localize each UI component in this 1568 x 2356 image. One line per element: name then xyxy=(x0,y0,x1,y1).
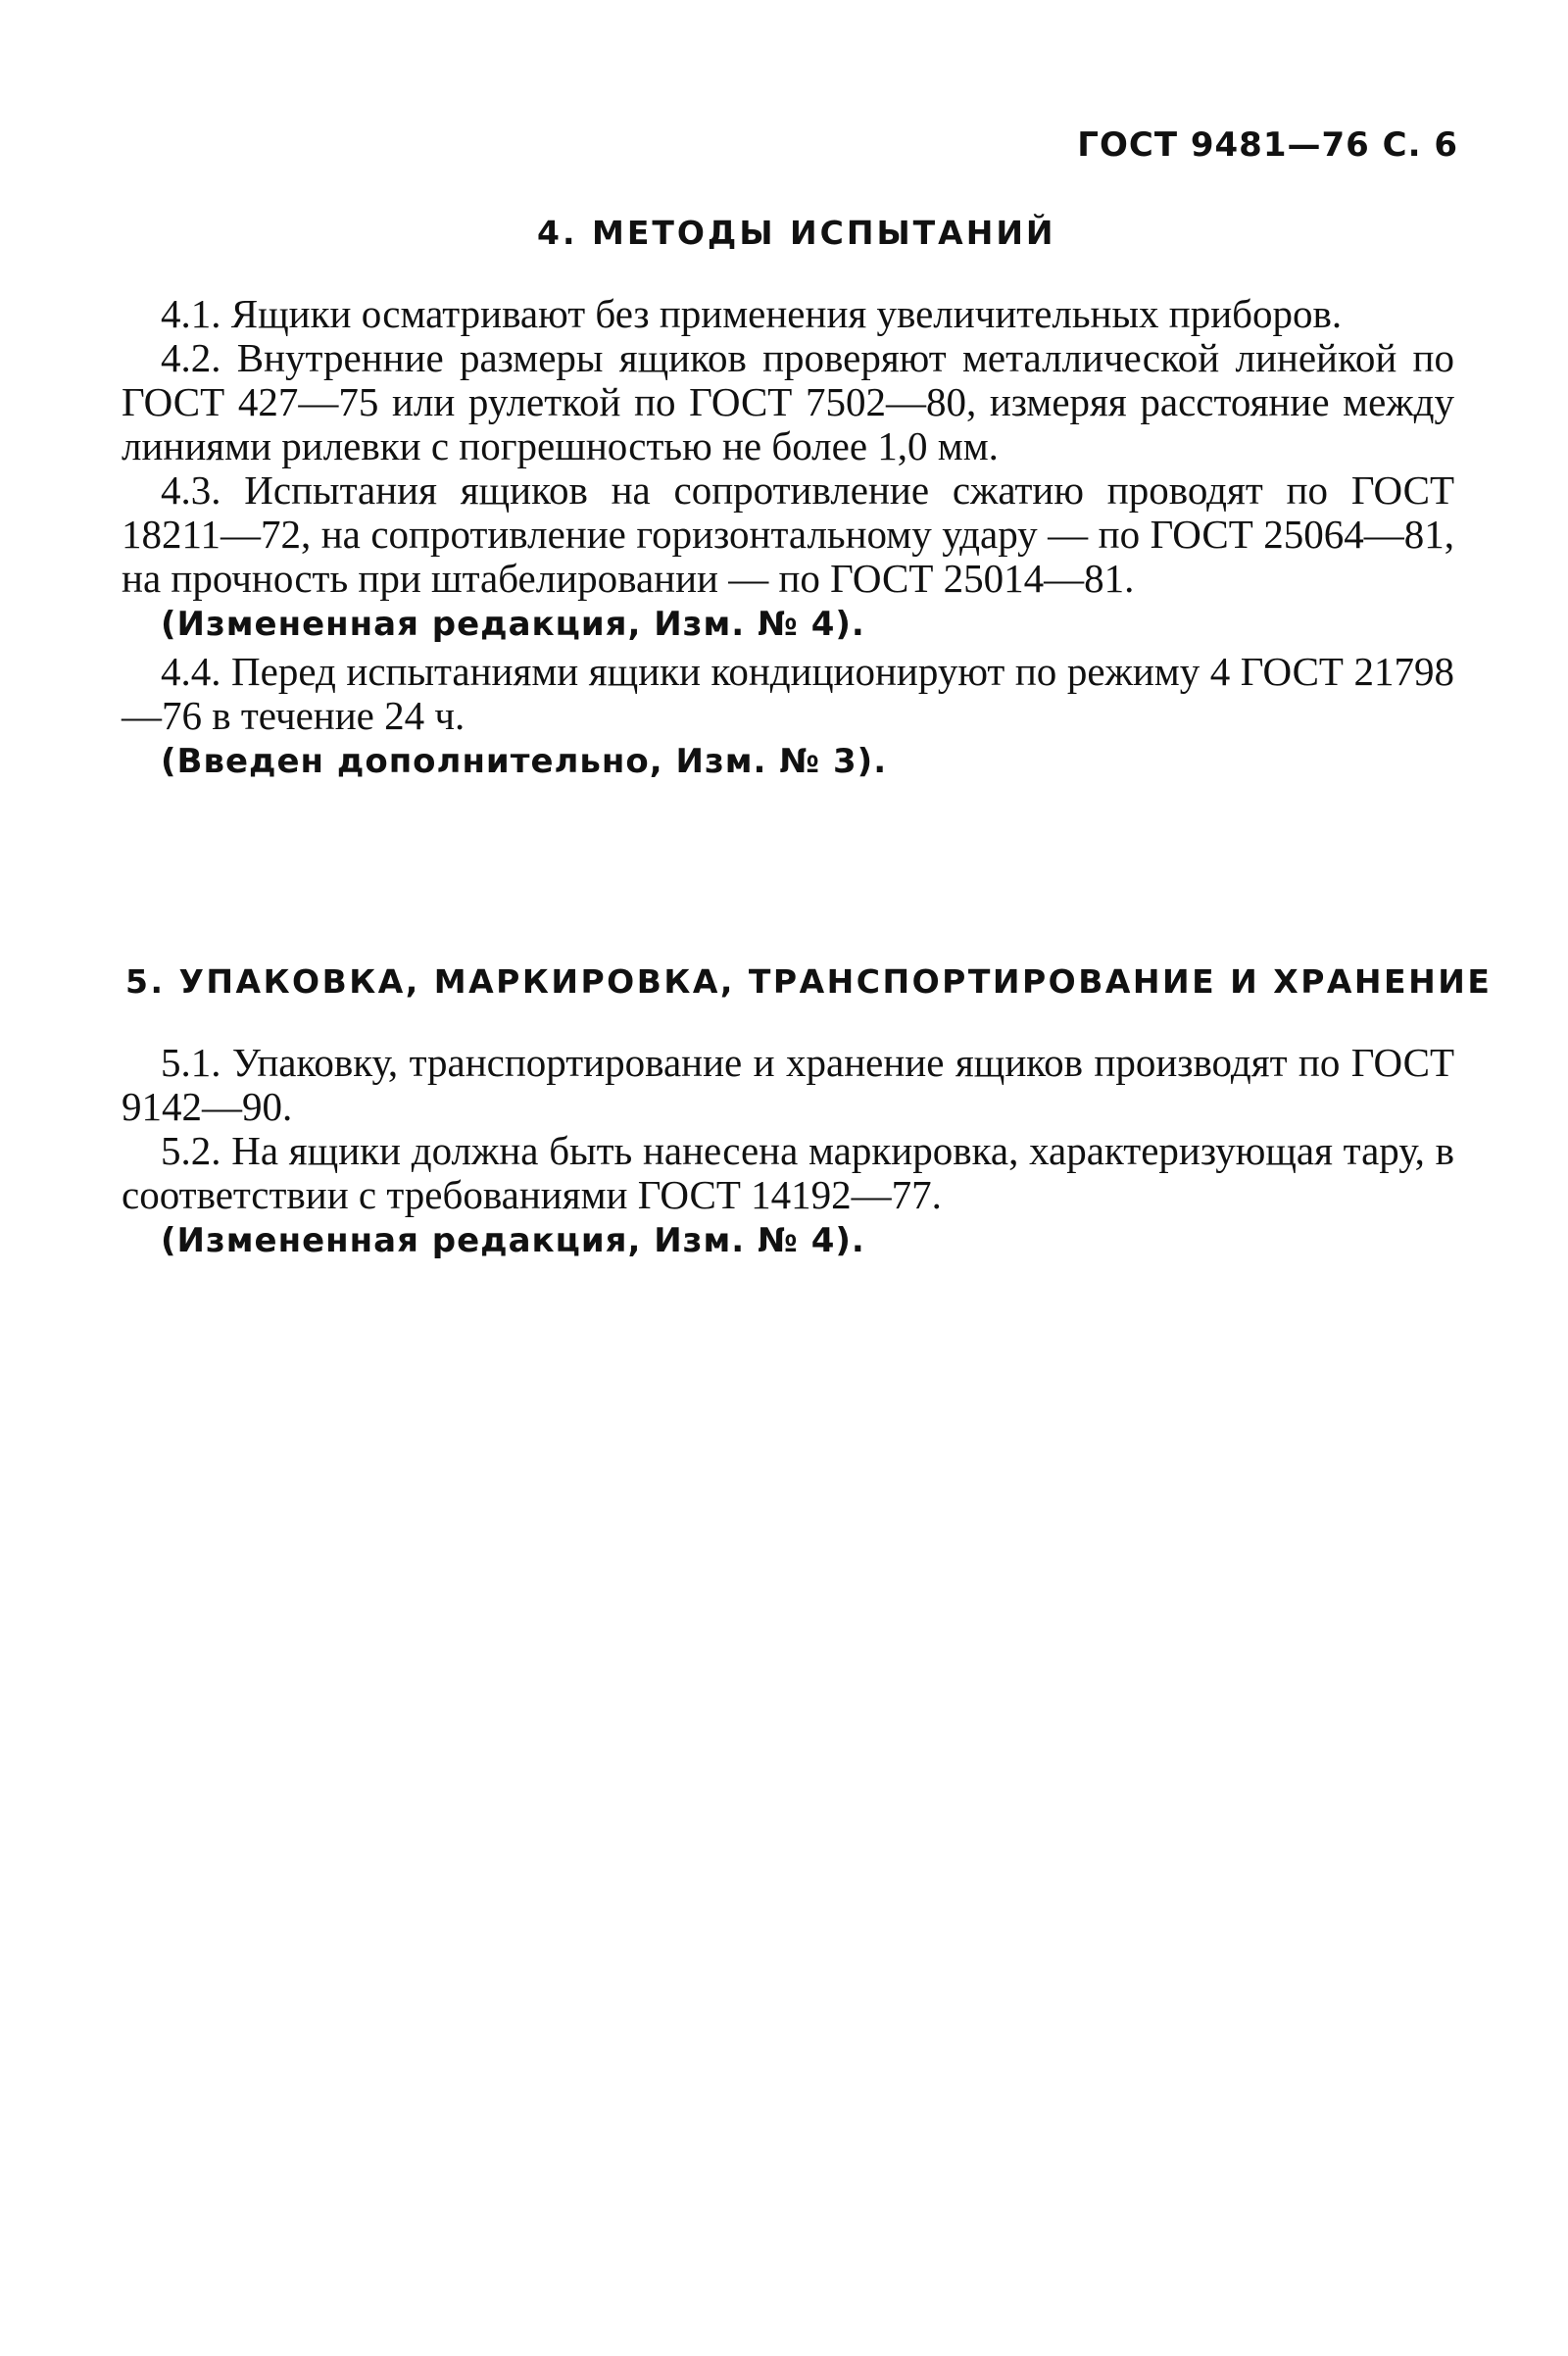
section-4-heading: 4. МЕТОДЫ ИСПЫТАНИЙ xyxy=(537,214,1056,252)
paragraph-5-1: 5.1. Упаковку, транспортирование и хранение ящиков производят по ГОСТ 9142—90. xyxy=(122,1040,1454,1129)
paragraph-5-2: 5.2. На ящики должна быть нанесена маркировка, характеризующая тару, в соответствии с требованиями ГОСТ 14192—77. xyxy=(122,1128,1454,1217)
section-5-heading: 5. УПАКОВКА, МАРКИРОВКА, ТРАНСПОРТИРОВАНИЕ И ХРАНЕНИЕ xyxy=(125,962,1493,1001)
paragraph-4-1: 4.1. Ящики осматривают без применения увеличительных приборов. xyxy=(161,291,1343,336)
paragraph-4-3: 4.3. Испытания ящиков на сопротивление сжатию проводят по ГОСТ 18211—72, на сопротивление горизонтальному удару — по ГОСТ 25064—81, на прочность при штабелировании — по ГОСТ 25014—81. xyxy=(122,467,1454,601)
amendment-note-4-3: (Измененная редакция, Изм. № 4). xyxy=(161,605,865,644)
paragraph-4-2: 4.2. Внутренние размеры ящиков проверяют металлической линейкой по ГОСТ 427—75 или рулеткой по ГОСТ 7502—80, измеряя расстояние между линиями рилевки с погрешностью не более 1,0 мм. xyxy=(122,335,1454,468)
section-5-body xyxy=(122,1041,1454,1266)
running-header: ГОСТ 9481—76 С. 6 xyxy=(1077,125,1458,165)
amendment-note-4-4: (Введен дополнительно, Изм. № 3). xyxy=(161,742,888,781)
paragraph-4-4: 4.4. Перед испытаниями ящики кондиционируют по режиму 4 ГОСТ 21798—76 в течение 24 ч. xyxy=(122,649,1454,738)
section-4-body xyxy=(122,292,1454,787)
amendment-note-5-2: (Измененная редакция, Изм. № 4). xyxy=(161,1221,865,1260)
